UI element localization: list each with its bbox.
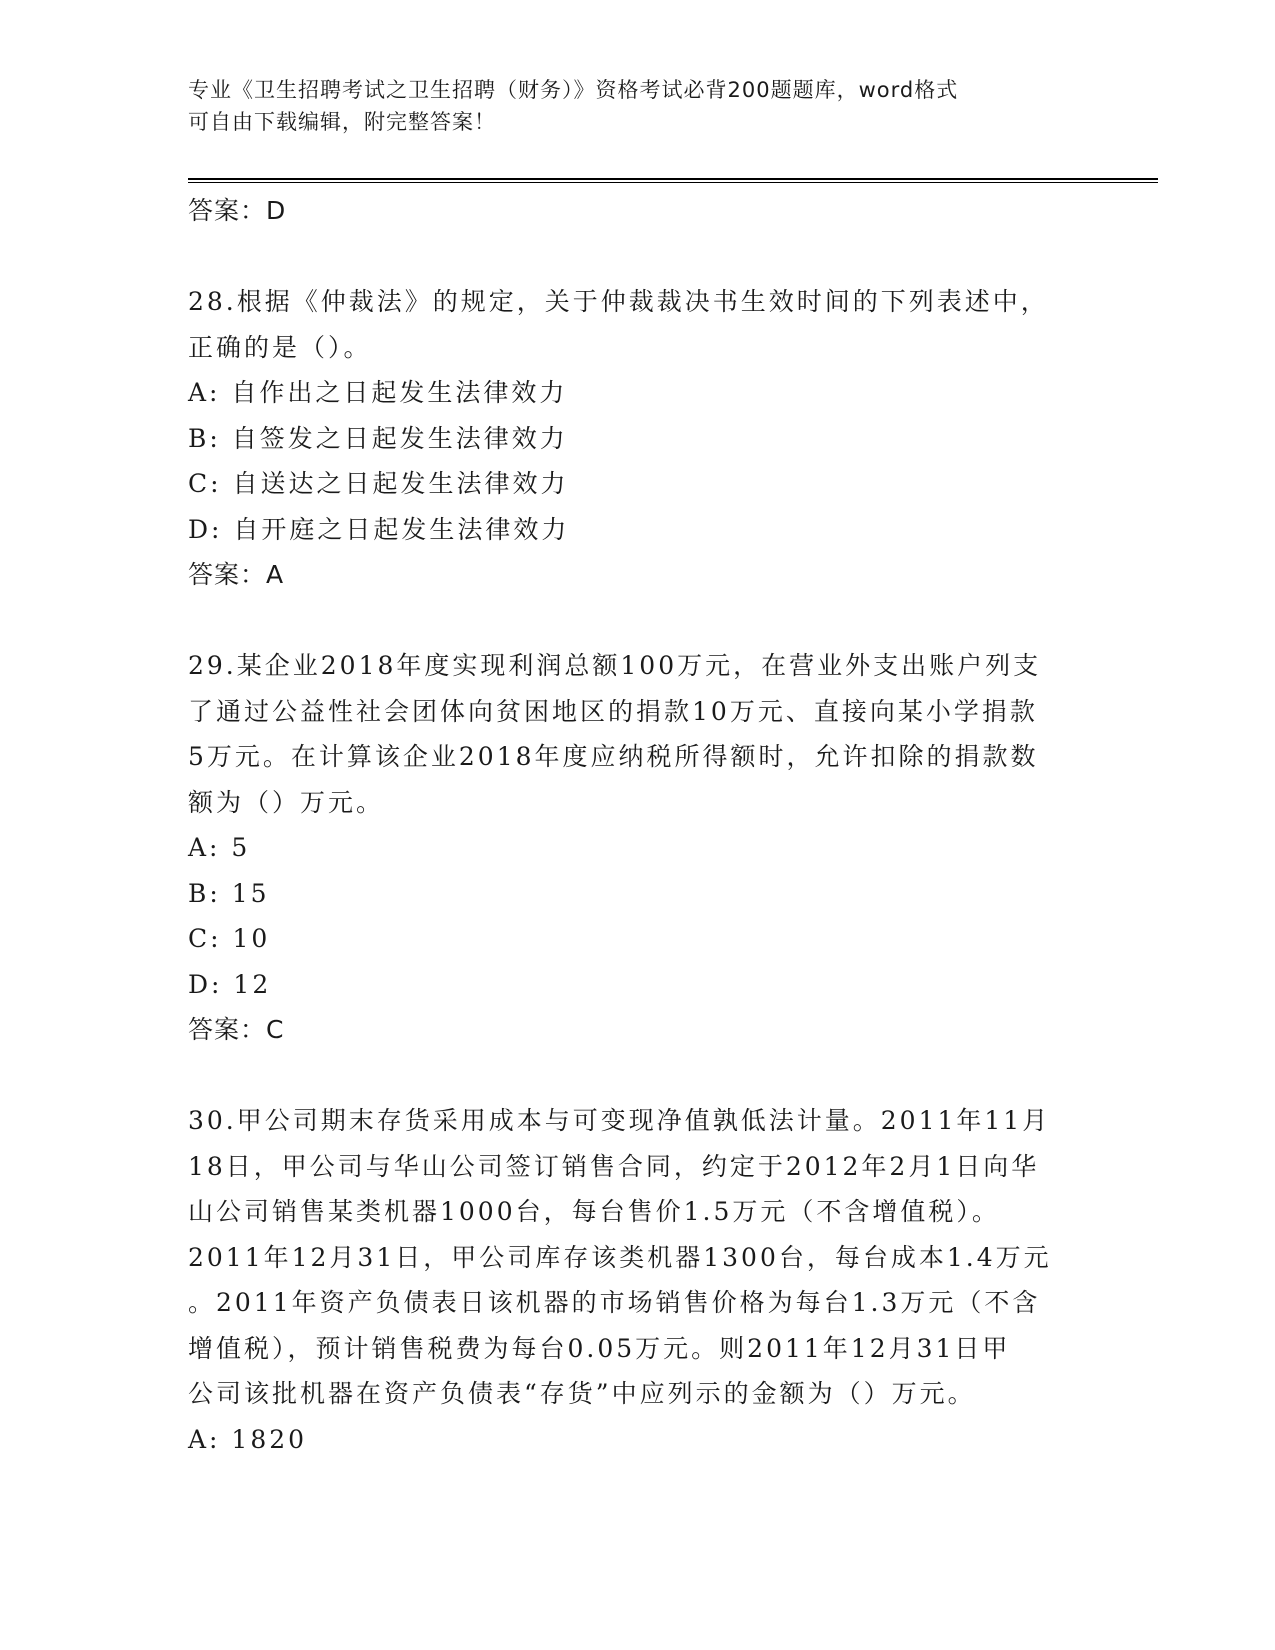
answer: 答案：C — [188, 1015, 285, 1044]
question-stem-line: 18日，甲公司与华山公司签订销售合同，约定于2012年2月1日向华 — [188, 1151, 1040, 1181]
question-stem-line: 2011年12月31日，甲公司库存该类机器1300台，每台成本1.4万元 — [188, 1242, 1052, 1272]
question-stem-line: 公司该批机器在资产负债表“存货”中应列示的金额为（）万元。 — [188, 1379, 976, 1408]
header-rule-thin — [188, 182, 1158, 183]
question-stem-line: 29.某企业2018年度实现利润总额100万元，在营业外支出账户列支 — [188, 651, 1042, 680]
option-c: C: 自送达之日起发生法律效力 — [188, 469, 569, 498]
option-a: A: 自作出之日起发生法律效力 — [188, 378, 568, 407]
question-stem-line: 正确的是（）。 — [188, 332, 372, 362]
spacer — [188, 234, 1088, 280]
option-c: C: 10 — [188, 924, 271, 953]
question-stem-line: 。2011年资产负债表日该机器的市场销售价格为每台1.3万元（不含 — [188, 1288, 1041, 1317]
question-stem-line: 了通过公益性社会团体向贫困地区的捐款10万元、直接向某小学捐款 — [188, 696, 1038, 726]
question-28 — [188, 279, 1088, 598]
option-a: A: 1820 — [188, 1424, 308, 1454]
question-stem-line: 5万元。在计算该企业2018年度应纳税所得额时，允许扣除的捐款数 — [188, 742, 1039, 771]
document-header — [188, 74, 1088, 138]
question-29 — [188, 643, 1088, 1053]
answer-previous: 答案：D — [188, 196, 287, 225]
question-stem-line: 山公司销售某类机器1000台，每台售价1.5万元（不含增值税）。 — [188, 1197, 1000, 1226]
option-d: D: 12 — [188, 969, 272, 999]
header-line-2: 可自由下载编辑，附完整答案！ — [188, 110, 496, 134]
header-rule-thick — [188, 178, 1158, 180]
spacer — [188, 1053, 1088, 1099]
option-b: B: 自签发之日起发生法律效力 — [188, 423, 568, 453]
option-a: A: 5 — [188, 833, 251, 862]
option-b: B: 15 — [188, 878, 270, 908]
question-stem-line: 28.根据《仲裁法》的规定，关于仲裁裁决书生效时间的下列表述中， — [188, 287, 1049, 316]
spacer — [188, 598, 1088, 644]
question-30 — [188, 1098, 1088, 1462]
option-d: D: 自开庭之日起发生法律效力 — [188, 514, 570, 544]
question-content — [188, 188, 1088, 1462]
question-stem-line: 30.甲公司期末存货采用成本与可变现净值孰低法计量。2011年11月 — [188, 1106, 1051, 1135]
header-line-1: 专业《卫生招聘考试之卫生招聘（财务）》资格考试必背200题题库，word格式 — [188, 78, 959, 102]
question-stem-line: 增值税），预计销售税费为每台0.05万元。则2011年12月31日甲 — [188, 1333, 1011, 1363]
question-stem-line: 额为（）万元。 — [188, 787, 385, 817]
answer: 答案：A — [188, 560, 285, 589]
